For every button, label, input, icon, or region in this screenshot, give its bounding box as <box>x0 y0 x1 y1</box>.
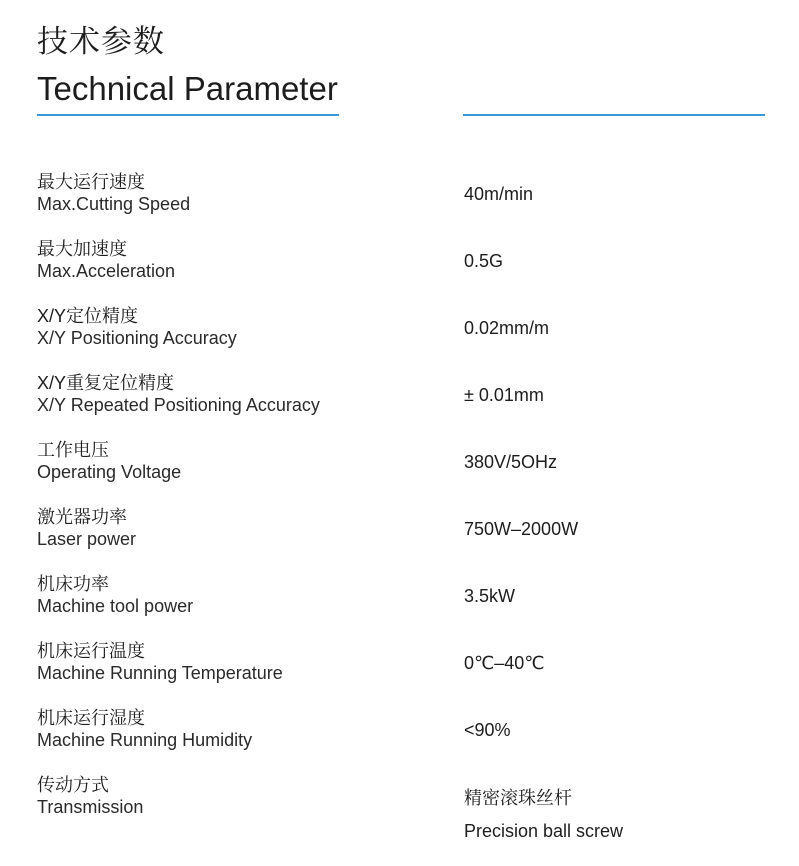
param-label <box>37 774 143 818</box>
title-underline-right <box>463 114 765 116</box>
param-label <box>37 439 181 483</box>
param-value-en: Precision ball screw <box>464 821 624 841</box>
param-row <box>0 502 799 569</box>
param-value: ± 0.01mm <box>464 385 544 405</box>
param-label-en: X/Y Positioning Accuracy <box>37 328 237 348</box>
param-label <box>37 573 193 617</box>
param-label <box>37 171 190 215</box>
title-underline-left <box>37 114 339 116</box>
param-label-en: Machine Running Humidity <box>37 730 253 750</box>
param-row <box>0 167 799 234</box>
param-label-cn: 机床功率 <box>37 574 109 594</box>
param-row <box>0 368 799 435</box>
param-value: 0.02mm/m <box>464 318 550 338</box>
param-label-cn: 激光器功率 <box>37 507 127 527</box>
param-label-cn: 最大加速度 <box>37 239 127 259</box>
param-value: 0.5G <box>464 251 504 271</box>
param-row <box>0 703 799 770</box>
param-row <box>0 301 799 368</box>
param-label <box>37 506 136 550</box>
param-value <box>464 787 623 842</box>
param-label-cn: 工作电压 <box>37 440 109 460</box>
param-label-cn: 传动方式 <box>37 775 109 795</box>
param-label-en: X/Y Repeated Positioning Accuracy <box>37 395 320 415</box>
page-title-cn: 技术参数 <box>37 24 165 59</box>
param-value: <90% <box>464 720 511 740</box>
page-title-en: Technical Parameter <box>37 70 338 107</box>
param-label-cn: X/Y定位精度 <box>37 306 139 326</box>
param-label-en: Transmission <box>37 797 144 817</box>
param-row <box>0 569 799 636</box>
param-value: 3.5kW <box>464 586 516 606</box>
param-label-en: Operating Voltage <box>37 462 182 482</box>
param-label-en: Max.Acceleration <box>37 261 176 281</box>
param-value: 0℃–40℃ <box>464 653 545 673</box>
param-label <box>37 707 252 751</box>
param-row <box>0 770 799 860</box>
param-label-cn: X/Y重复定位精度 <box>37 373 175 393</box>
param-label-en: Machine Running Temperature <box>37 663 283 683</box>
param-value-cn: 精密滚珠丝杆 <box>464 788 572 808</box>
param-value: 40m/min <box>464 184 534 204</box>
param-label-cn: 机床运行湿度 <box>37 708 145 728</box>
param-row <box>0 636 799 703</box>
param-label <box>37 372 320 416</box>
param-label <box>37 238 175 282</box>
param-label-cn: 最大运行速度 <box>37 172 145 192</box>
param-label <box>37 640 283 684</box>
param-value: 750W–2000W <box>464 519 579 539</box>
param-value: 380V/5OHz <box>464 452 558 472</box>
param-label-cn: 机床运行温度 <box>37 641 145 661</box>
param-label-en: Max.Cutting Speed <box>37 194 191 214</box>
param-label-en: Machine tool power <box>37 596 194 616</box>
param-label-en: Laser power <box>37 529 137 549</box>
param-row <box>0 435 799 502</box>
param-row <box>0 234 799 301</box>
param-label <box>37 305 237 349</box>
